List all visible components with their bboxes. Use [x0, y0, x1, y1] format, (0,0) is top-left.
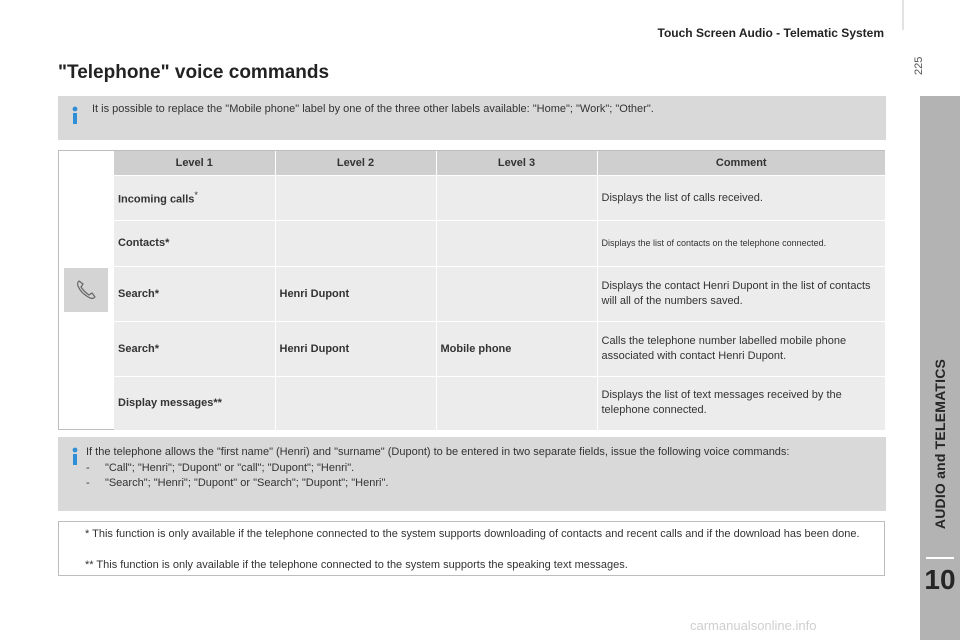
footnote-single-asterisk: * This function is only available if the telephone connected to the system supports downloading of contacts and recent calls and if the download has been done. [85, 528, 860, 540]
cell-level-2 [275, 221, 436, 267]
info-icon [70, 106, 80, 126]
info-note-bottom [58, 437, 886, 511]
info-note-intro: If the telephone allows the "first name" (Henri) and "surname" (Dupont) to be entered in two separate fields, issue the following voice commands: [86, 446, 790, 458]
cell-level-1: Display messages** [114, 377, 275, 430]
page-number: 225 [913, 56, 925, 75]
phone-icon [74, 278, 98, 302]
header-divider [902, 0, 904, 30]
table-header-row [114, 151, 885, 176]
cell-level-1: Search* [114, 322, 275, 377]
table-row [114, 267, 885, 322]
cell-level-1: Incoming calls* [114, 176, 275, 221]
cell-comment: Calls the telephone number labelled mobile phone associated with contact Henri Dupont. [597, 322, 885, 377]
header-level-2: Level 2 [275, 151, 436, 176]
cell-level-1: Search* [114, 267, 275, 322]
info-note-item: - "Call"; "Henri"; "Dupont" or "call"; "Dupont"; "Henri". [86, 461, 355, 474]
info-icon [70, 447, 80, 467]
commands-grid [114, 151, 885, 430]
footnotes [58, 521, 885, 576]
cell-level-2 [275, 377, 436, 430]
header-level-1: Level 1 [114, 151, 275, 176]
info-note-item: - "Search"; "Henri"; "Dupont" or "Search"; "Dupont"; "Henri". [86, 477, 389, 489]
chapter-side-label: AUDIO and TELEMATICS [932, 358, 948, 530]
page-title: "Telephone" voice commands [58, 62, 330, 83]
cell-level-3: Mobile phone [436, 322, 597, 377]
voice-commands-table [58, 150, 885, 430]
info-note-bottom-text [86, 445, 872, 492]
cell-level-3 [436, 377, 597, 430]
header-comment: Comment [597, 151, 885, 176]
cell-level-2: Henri Dupont [275, 322, 436, 377]
cell-level-3 [436, 267, 597, 322]
watermark: carmanualsonline.info [690, 618, 817, 633]
cell-comment: Displays the list of calls received. [597, 176, 885, 221]
cell-level-1: Contacts* [114, 221, 275, 267]
cell-comment: Displays the contact Henri Dupont in the list of contacts will all of the numbers saved. [597, 267, 885, 322]
header-level-3: Level 3 [436, 151, 597, 176]
info-note-top-text: It is possible to replace the "Mobile phone" label by one of the three other labels available: "Home"; "Work"; "Other". [92, 103, 654, 115]
footnote-double-asterisk: ** This function is only available if the telephone connected to the system supports the speaking text messages. [85, 559, 628, 571]
running-header: Touch Screen Audio - Telematic System [657, 26, 884, 40]
table-row [114, 176, 885, 221]
side-tab-divider [926, 557, 954, 559]
info-note-top [58, 96, 886, 140]
table-row [114, 322, 885, 377]
cell-comment: Displays the list of text messages received by the telephone connected. [597, 377, 885, 430]
phone-icon-box [64, 268, 108, 312]
cell-level-3 [436, 176, 597, 221]
phone-icon-cell [59, 151, 114, 429]
chapter-number: 10 [924, 564, 956, 595]
cell-level-3 [436, 221, 597, 267]
cell-level-2: Henri Dupont [275, 267, 436, 322]
table-row [114, 221, 885, 267]
table-row [114, 377, 885, 430]
cell-level-2 [275, 176, 436, 221]
cell-comment: Displays the list of contacts on the telephone connected. [597, 221, 885, 267]
